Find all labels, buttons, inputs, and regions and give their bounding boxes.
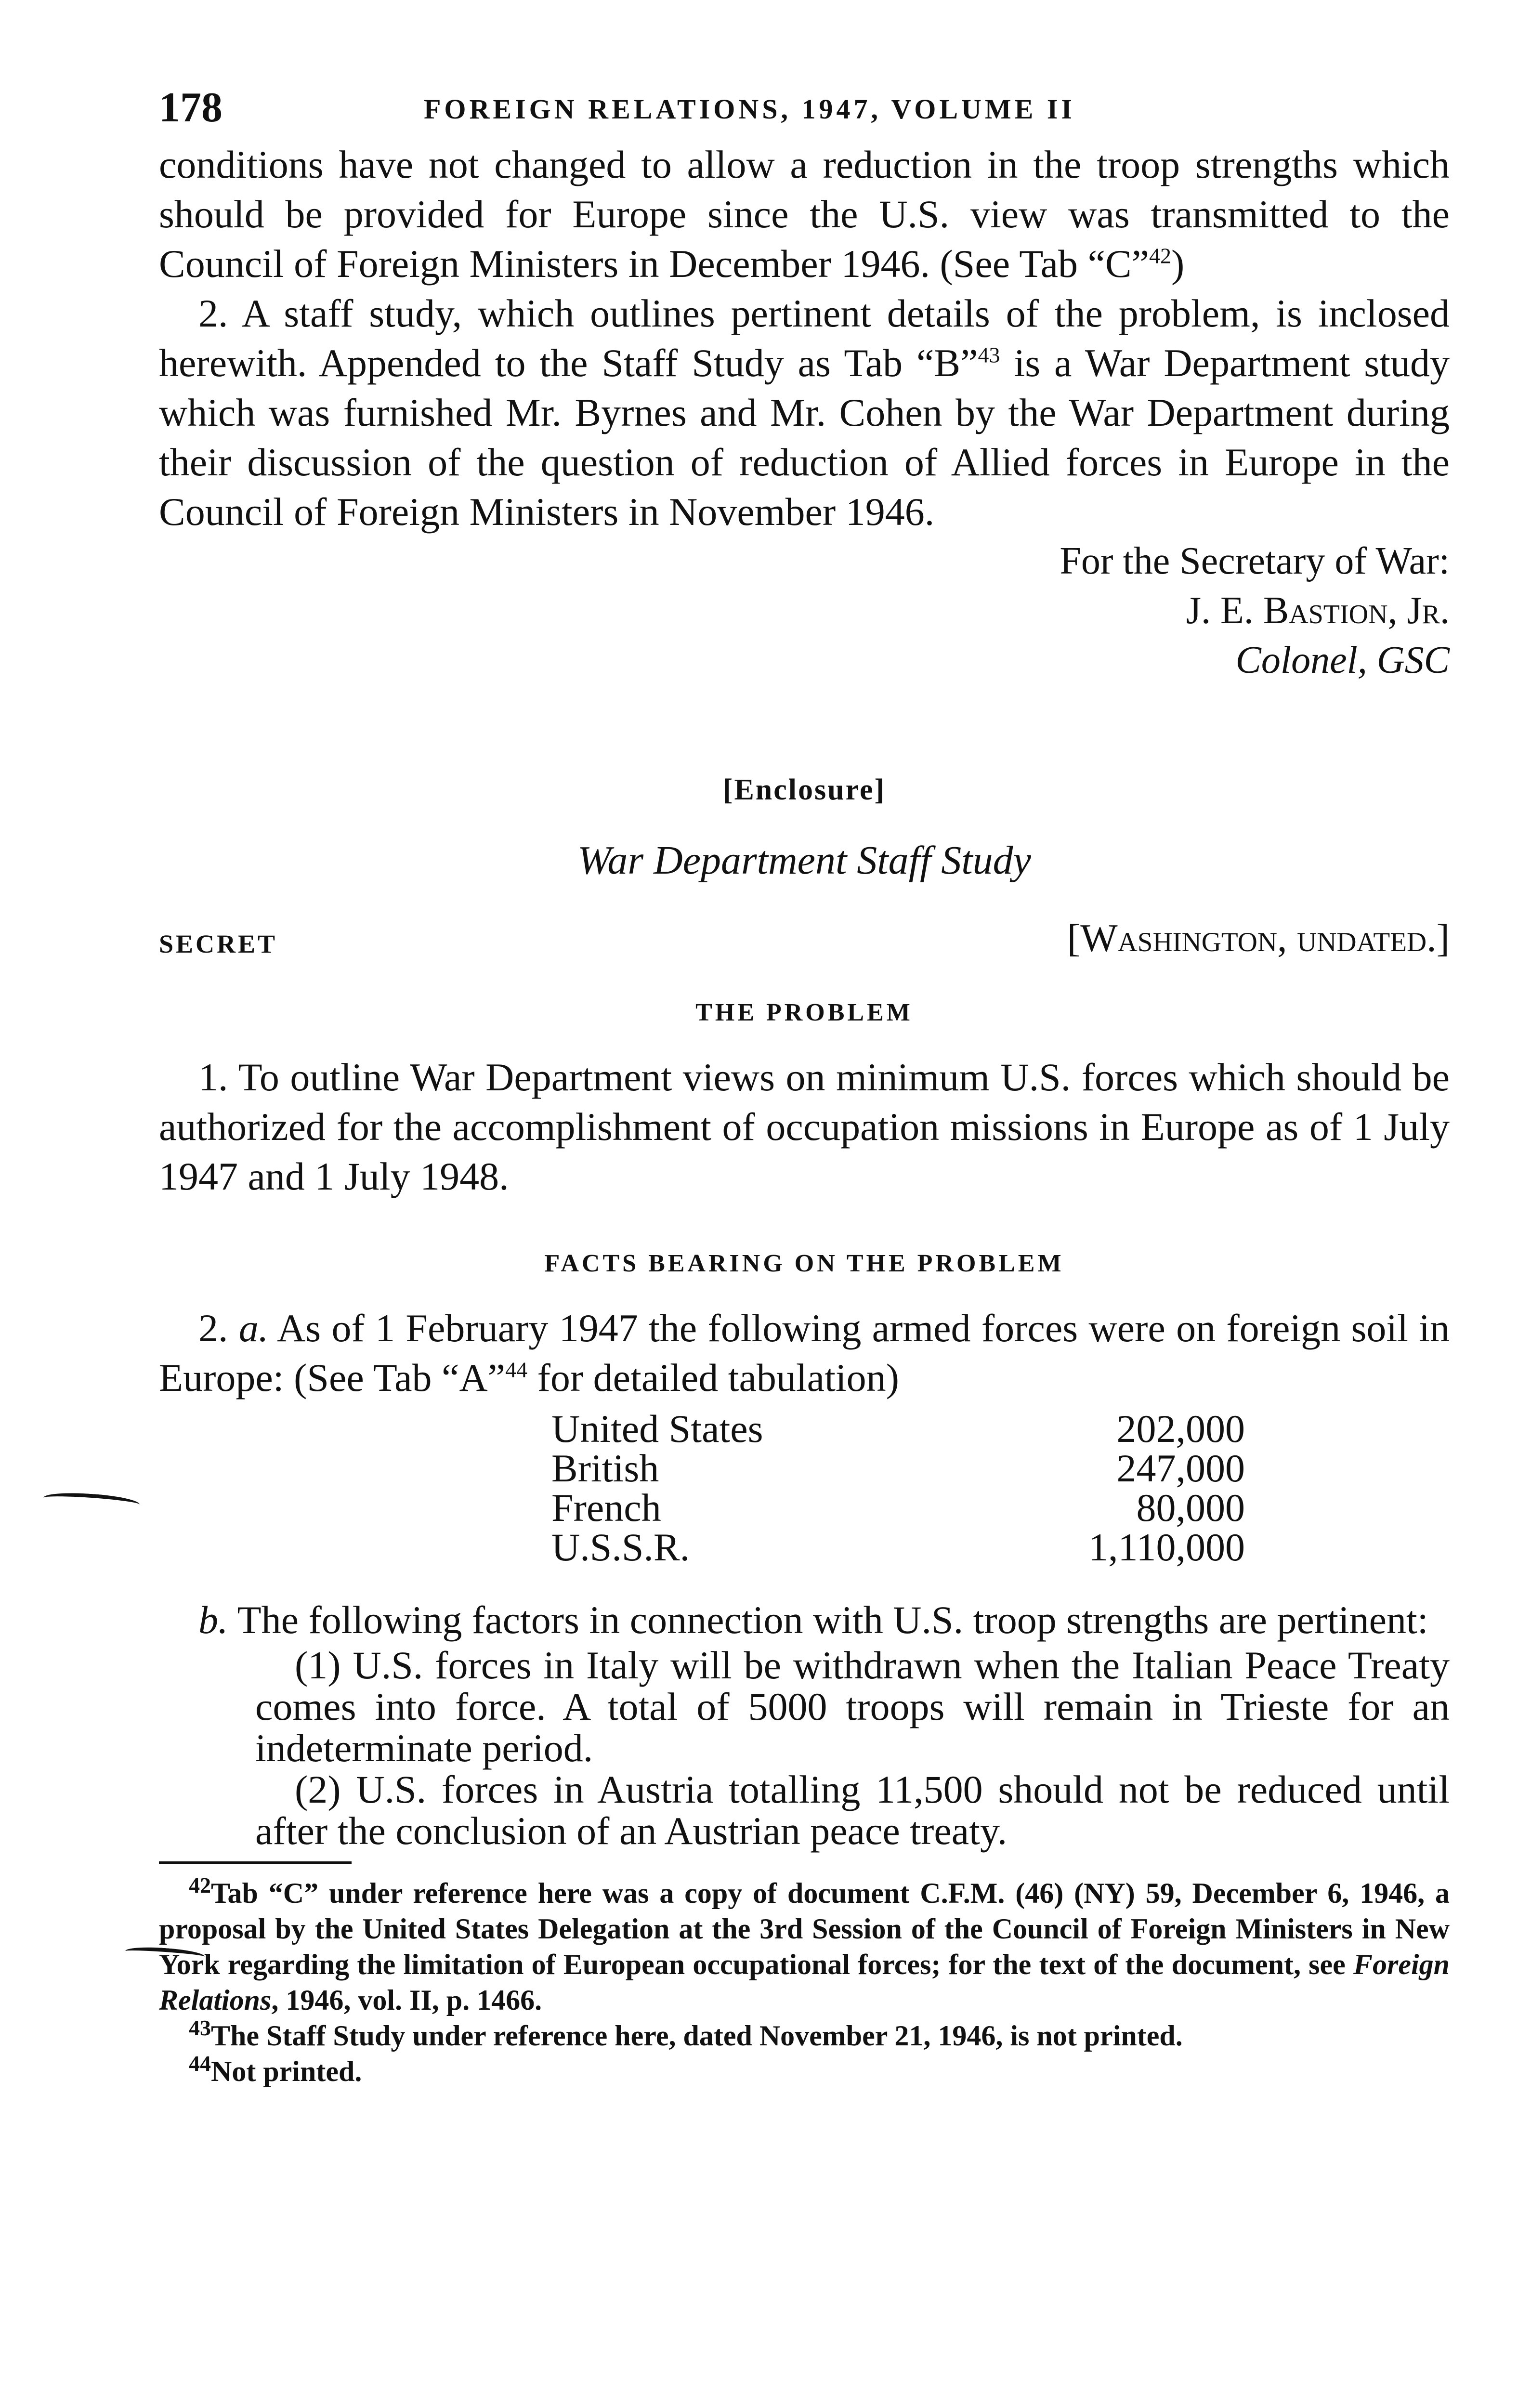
pertinent-factors-list — [255, 1645, 1450, 1852]
classification-label: SECRET — [159, 929, 278, 958]
paragraph-b-letter: b. — [198, 1598, 228, 1642]
signature-block — [159, 537, 1450, 685]
classification-row — [159, 918, 1450, 976]
table-row — [551, 1409, 1245, 1449]
continuation-text: conditions have not changed to allow a reduction in the troop strengths which should be provided for Europe since the U.S. view was transmitted to the Council of Foreign Ministers in December 1946. (See Tab “C” — [159, 143, 1450, 286]
continuation-end: ) — [1171, 242, 1185, 286]
staff-study-title: War Department Staff Study — [577, 838, 1031, 883]
facts-paragraph-b — [159, 1595, 1450, 1645]
paragraph-b-text: The following factors in connection with U.S. troop strengths are pertinent: — [228, 1598, 1428, 1642]
document-page — [159, 84, 1450, 2089]
footnote-reference-42: 42 — [1149, 243, 1171, 268]
footnote-reference-43: 43 — [978, 342, 1000, 367]
country-cell: United States — [551, 1407, 763, 1451]
running-header — [159, 84, 1450, 140]
footnote-number-44: 44 — [189, 2051, 211, 2076]
letter-paragraph-2 — [159, 288, 1450, 537]
table-row — [551, 1528, 1245, 1567]
publication-title: FOREIGN RELATIONS, 1947, VOLUME II — [424, 93, 1075, 125]
signature-title: For the Secretary of War: — [1060, 540, 1450, 582]
list-item: (1) U.S. forces in Italy will be withdrawn when the Italian Peace Treaty comes into force. A total of 5000 troops will remain in Trieste for an indeterminate period. — [255, 1643, 1450, 1770]
footnote-reference-44: 44 — [505, 1357, 528, 1382]
table-row — [551, 1449, 1245, 1488]
paragraph-2-start: 2. A staff study, which outlines pertinent details of the problem, is inclosed herewith. Appended to the Staff Study as Tab “B” — [159, 291, 1450, 385]
footnote-43 — [159, 2015, 1450, 2054]
footnote-number-43: 43 — [189, 2015, 211, 2040]
footnote-42-end: , 1946, vol. II, p. 1466. — [271, 1984, 542, 2016]
enclosure-label: [Enclosure] — [722, 773, 886, 806]
troop-count-cell: 80,000 — [1136, 1486, 1245, 1530]
footnote-44 — [159, 2051, 1450, 2089]
letter-continuation — [159, 140, 1450, 288]
troop-count-cell: 1,110,000 — [1088, 1525, 1245, 1569]
paragraph-2-end: is a War Department study which was furnished Mr. Byrnes and Mr. Cohen by the War Department during their discussion of the question of reduction of Allied forces in Europe in the Council of Foreign Ministers in November 1946. — [159, 341, 1450, 534]
paragraph-a-number: 2. — [198, 1306, 239, 1350]
footnote-43-text: The Staff Study under reference here, dated November 21, 1946, is not printed. — [211, 2020, 1183, 2052]
facts-paragraph-a — [159, 1303, 1450, 1402]
signature-name: J. E. Bastion, Jr. — [1186, 589, 1450, 632]
problem-paragraph: 1. To outline War Department views on minimum U.S. forces which should be authorized for the accomplishment of occupation missions in Europe as of 1 July 1947 and 1 July 1948. — [159, 1055, 1450, 1198]
country-cell: U.S.S.R. — [551, 1525, 690, 1569]
country-cell: British — [551, 1446, 659, 1490]
footnote-42 — [159, 1875, 1450, 2018]
problem-heading: THE PROBLEM — [695, 999, 913, 1026]
footnotes-section — [159, 1875, 1450, 2089]
troop-count-cell: 202,000 — [1116, 1407, 1245, 1451]
troop-count-cell: 247,000 — [1116, 1446, 1245, 1490]
country-cell: French — [551, 1486, 661, 1530]
footnote-number-42: 42 — [189, 1873, 211, 1898]
facts-heading: FACTS BEARING ON THE PROBLEM — [544, 1250, 1064, 1277]
footnote-44-text: Not printed. — [211, 2055, 362, 2087]
footnote-42-source: Foreign Relations — [159, 1949, 1450, 2016]
list-item: (2) U.S. forces in Austria totalling 11,500 should not be reduced until after the conclusion of an Austrian peace treaty. — [255, 1767, 1450, 1853]
paragraph-a-end: for detailed tabulation) — [527, 1356, 899, 1400]
margin-pencil-mark — [43, 1491, 140, 1512]
footnote-42-text: Tab “C” under reference here was a copy of document C.F.M. (46) (NY) 59, December 6, 1946, a proposal by the United States Delegation at the 3rd Session of the Council of Foreign Ministers in New York regarding the limitation of European occupational forces; for the text of the document, see — [159, 1877, 1450, 1980]
paragraph-a-text: As of 1 February 1947 the following armed forces were on foreign soil in Europe: (See Tab “A” — [159, 1306, 1450, 1400]
armed-forces-table — [551, 1409, 1245, 1567]
signature-rank: Colonel, GSC — [1235, 639, 1450, 681]
paragraph-a-letter: a. — [238, 1306, 269, 1350]
footnote-divider — [159, 1861, 352, 1864]
dateline: [Washington, undated.] — [1067, 916, 1450, 960]
table-row — [551, 1488, 1245, 1528]
page-number: 178 — [159, 84, 222, 131]
